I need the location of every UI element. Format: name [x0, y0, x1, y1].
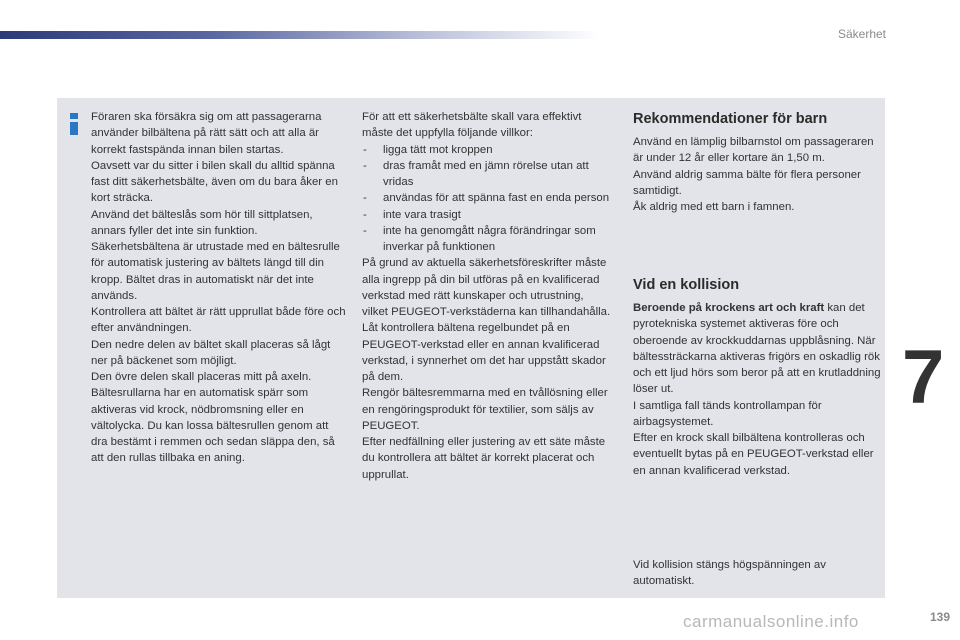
page-number: 139	[929, 610, 950, 624]
paragraph: Efter nedfällning eller justering av ett säte måste du kontrollera att bältet är korrekt placerat och upprullat.	[362, 436, 606, 481]
paragraph: Bältesrullarna har en automatisk spärr som aktiveras vid krock, nödbromsning eller en vältolycka. Du kan lossa bältesrullen genom att dra bestämt i remmen och sedan släppa den, så att den rullas tillbaka en aning.	[91, 387, 335, 465]
condition-text: inte ha genomgått några förändringar som inverkar på funktionen	[383, 224, 596, 253]
condition-item	[362, 207, 612, 223]
high-voltage-note: Vid kollision stängs högspänningen av automatiskt.	[633, 559, 826, 588]
paragraph: I samtliga fall tänds kontrollampan för airbagsystemet.	[633, 399, 822, 428]
paragraph: Använd en lämplig bilbarnstol om passageraren är under 12 år eller kortare än 1,50 m.	[633, 136, 874, 165]
section-title: Säkerhet	[837, 27, 886, 41]
paragraph: Föraren ska försäkra sig om att passagerarna använder bilbältena på rätt sätt och att alla är korrekt fastspända innan bilen startas.	[91, 111, 322, 156]
paragraph: Använd aldrig samma bälte för flera personer samtidigt.	[633, 168, 861, 197]
paragraph: Efter en krock skall bilbältena kontrolleras och eventuellt bytas på en PEUGEOT-verkstad eller en annan kvalificerad verkstad.	[633, 432, 874, 477]
dash-bullet: -	[363, 143, 367, 156]
collision-column	[633, 300, 881, 479]
header-gradient-bar	[0, 31, 600, 39]
left-text-column	[91, 109, 347, 467]
condition-item	[362, 223, 612, 256]
paragraph: Säkerhetsbältena är utrustade med en bältesrulle för automatisk justering av bältets längd till din kropp. Bältet dras in automatiskt när det inte används.	[91, 241, 340, 302]
info-icon-stem	[70, 122, 78, 135]
paragraph: Den nedre delen av bältet skall placeras så lågt ner på bäckenet som möjligt.	[91, 338, 331, 367]
paragraph: På grund av aktuella säkerhetsföreskrifter måste alla ingrepp på din bil utföras på en kvalificerad verkstad med rätt kunskaper och utrustning, vilket PEUGEOT-verkstäderna kan tillhandahålla.	[362, 257, 611, 318]
paragraph: Oavsett var du sitter i bilen skall du alltid spänna fast ditt säkerhetsbälte, även om du bara åker en kort sträcka.	[91, 159, 338, 205]
condition-item	[362, 158, 612, 191]
condition-text: ligga tätt mot kroppen	[383, 143, 493, 156]
paragraph: Kontrollera att bältet är rätt upprullat både före och efter användningen.	[91, 306, 346, 335]
children-heading: Rekommendationer för barn	[633, 111, 828, 127]
condition-text: inte vara trasigt	[383, 208, 461, 221]
children-recommendations-column	[633, 110, 881, 215]
conditions-intro: För att ett säkerhetsbälte skall vara effektivt måste det uppfylla följande villkor:	[362, 111, 582, 140]
condition-item	[362, 190, 612, 206]
middle-text-column	[362, 109, 612, 483]
condition-text: dras framåt med en jämn rörelse utan att vridas	[383, 159, 589, 188]
condition-item	[362, 142, 612, 158]
collision-heading: Vid en kollision	[633, 277, 740, 293]
collision-lead	[633, 300, 881, 398]
dash-bullet: -	[363, 224, 367, 237]
info-icon-dot	[70, 113, 78, 119]
dash-bullet: -	[363, 192, 367, 205]
collision-lead-bold: Beroende på krockens art och kraft	[633, 302, 825, 314]
condition-text: användas för att spänna fast en enda person	[383, 192, 610, 205]
collision-lead-rest: kan det pyrotekniska systemet aktiveras före och oberoende av krockkuddarnas uppblåsning. När bältessträckarna aktiveras frigörs en oskadlig rök och ett ljud hörs som beror på att en krutladdning löser ut.	[633, 302, 881, 396]
paragraph: Rengör bältesremmarna med en tvållösning eller en rengöringsprodukt för textilier, som säljs av PEUGEOT.	[362, 387, 608, 432]
dash-bullet: -	[363, 159, 367, 172]
chapter-number: 7	[902, 335, 945, 420]
paragraph: Låt kontrollera bältena regelbundet på en PEUGEOT-verkstad eller en annan kvalificerad verkstad, i synnerhet om det har uppstått skador på dem.	[362, 322, 606, 383]
paragraph: Använd det bälteslås som hör till sittplatsen, annars fyller det inte sin funktion.	[91, 208, 313, 237]
paragraph: Den övre delen skall placeras mitt på axeln.	[91, 371, 312, 383]
watermark: carmanualsonline.info	[683, 612, 859, 631]
dash-bullet: -	[363, 208, 367, 221]
info-icon	[70, 113, 78, 135]
paragraph: Åk aldrig med ett barn i famnen.	[633, 201, 795, 213]
